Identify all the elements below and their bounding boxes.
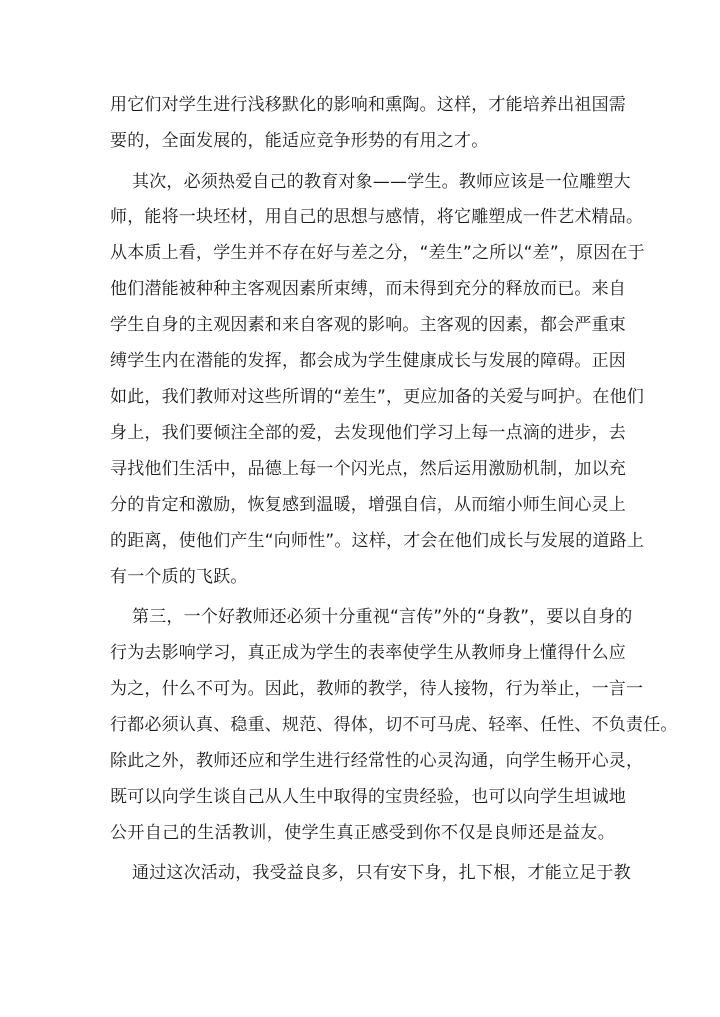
text-line: 公开自己的生活教训，使学生真正感受到你不仅是良师还是益友。	[110, 823, 615, 843]
text-line: 师，能将一块坯材，用自己的思想与感情，将它雕塑成一件艺术精品。	[110, 207, 644, 227]
text-line: 通过这次活动，我受益良多，只有安下身，扎下根，才能立足于教	[132, 863, 631, 883]
text-line: 行为去影响学习，真正成为学生的表率使学生从教师身上懂得什么应	[110, 643, 626, 663]
text-line: 其次，必须热爱自己的教育对象——学生。教师应该是一位雕塑大	[132, 172, 631, 192]
text-line: 从本质上看，学生并不存在好与差之分，“差生”之所以“差”，原因在于	[110, 243, 645, 263]
text-line: 学生自身的主观因素和来自客观的影响。主客观的因素，都会严重束	[110, 315, 626, 335]
text-line: 为之，什么不可为。因此，教师的教学，待人接物，行为举止，一言一	[110, 679, 644, 699]
text-line: 既可以向学生谈自己从人生中取得的宝贵经验，也可以向学生坦诚地	[110, 787, 626, 807]
text-line: 行都必须认真、稳重、规范、得体，切不可马虎、轻率、任性、不负责任。	[110, 715, 678, 735]
text-line: 寻找他们生活中，品德上每一个闪光点，然后运用激励机制，加以充	[110, 459, 626, 479]
text-line: 他们潜能被种种主客观因素所束缚，而未得到充分的释放而已。来自	[110, 279, 626, 299]
text-line: 身上，我们要倾注全部的爱，去发现他们学习上每一点滴的进步，去	[110, 423, 626, 443]
text-line: 有一个质的飞跃。	[110, 567, 248, 587]
text-line: 除此之外，教师还应和学生进行经常性的心灵沟通，向学生畅开心灵，	[110, 751, 644, 771]
text-line: 如此，我们教师对这些所谓的“差生”，更应加备的关爱与呵护。在他们	[110, 387, 645, 407]
text-line: 的距离，使他们产生“向师性”。这样，才会在他们成长与发展的道路上	[110, 531, 645, 551]
text-line: 用它们对学生进行浅移默化的影响和熏陶。这样，才能培养出祖国需	[110, 95, 626, 115]
text-line: 要的，全面发展的，能适应竞争形势的有用之才。	[110, 131, 489, 151]
text-line: 缚学生内在潜能的发挥，都会成为学生健康成长与发展的障碍。正因	[110, 351, 626, 371]
text-line: 第三，一个好教师还必须十分重视“言传”外的“身教”，要以自身的	[132, 607, 633, 627]
text-line: 分的肯定和激励，恢复感到温暖，增强自信，从而缩小师生间心灵上	[110, 495, 626, 515]
